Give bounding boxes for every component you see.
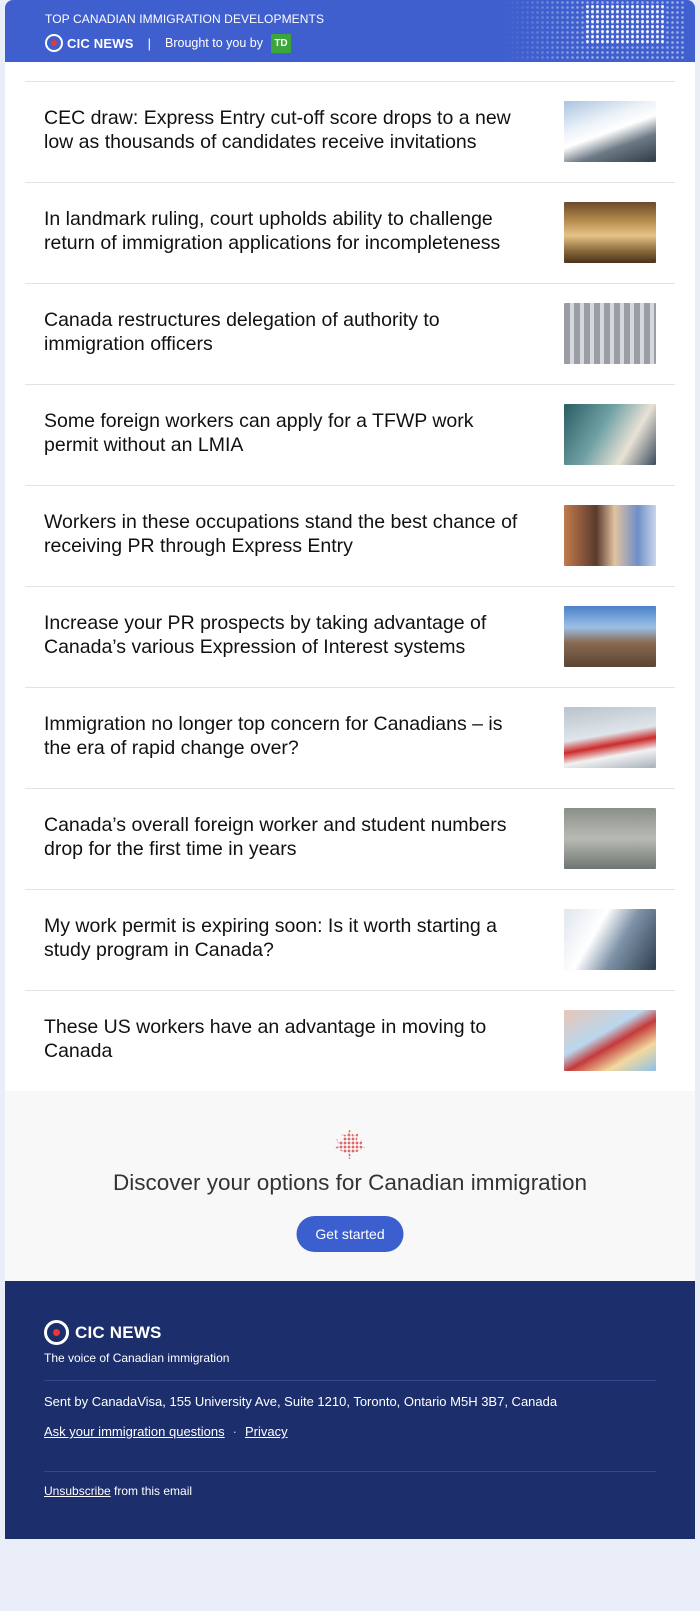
article-title[interactable]: In landmark ruling, court upholds ability to challenge return of immigration applications for incompleteness bbox=[44, 208, 501, 254]
article-thumbnail[interactable] bbox=[564, 505, 656, 566]
world-map-dots-decoration-dense bbox=[585, 4, 665, 44]
privacy-link[interactable]: Privacy bbox=[244, 1424, 288, 1439]
footer-links bbox=[44, 1424, 288, 1439]
article-item[interactable] bbox=[25, 283, 675, 384]
cic-logo-text[interactable]: CIC NEWS bbox=[67, 35, 134, 51]
article-item[interactable] bbox=[25, 384, 675, 485]
article-thumbnail[interactable] bbox=[564, 101, 656, 162]
article-list bbox=[5, 62, 695, 1091]
header-kicker: TOP CANADIAN IMMIGRATION DEVELOPMENTS bbox=[45, 12, 325, 26]
article-title[interactable]: CEC draw: Express Entry cut-off score drops to a new low as thousands of candidates receive invitations bbox=[44, 107, 511, 153]
article-item[interactable] bbox=[25, 81, 675, 182]
article-item[interactable] bbox=[25, 889, 675, 990]
article-thumbnail[interactable] bbox=[564, 606, 656, 667]
article-title[interactable]: My work permit is expiring soon: Is it worth starting a study program in Canada? bbox=[44, 915, 497, 961]
article-title[interactable]: Workers in these occupations stand the best chance of receiving PR through Express Entry bbox=[44, 511, 518, 557]
cta-heading: Discover your options for Canadian immigration bbox=[113, 1170, 587, 1195]
td-sponsor-logo[interactable]: TD bbox=[271, 34, 291, 53]
unsubscribe-suffix: from this email bbox=[110, 1484, 193, 1498]
article-title[interactable]: Immigration no longer top concern for Canadians – is the era of rapid change over? bbox=[44, 713, 503, 759]
article-item[interactable] bbox=[25, 586, 675, 687]
article-thumbnail[interactable] bbox=[564, 808, 656, 869]
header-separator: | bbox=[147, 35, 151, 51]
footer-logo[interactable] bbox=[44, 1320, 162, 1345]
article-title[interactable]: Increase your PR prospects by taking advantage of Canada’s various Expression of Interest systems bbox=[44, 612, 487, 658]
article-item[interactable] bbox=[25, 182, 675, 283]
newsletter-header bbox=[5, 0, 695, 62]
maple-leaf-icon bbox=[335, 1129, 365, 1159]
unsubscribe-link[interactable]: Unsubscribe bbox=[44, 1484, 111, 1498]
article-item[interactable] bbox=[25, 485, 675, 586]
article-thumbnail[interactable] bbox=[564, 707, 656, 768]
brought-by-label: Brought to you by bbox=[165, 36, 263, 50]
article-thumbnail[interactable] bbox=[564, 1010, 656, 1071]
newsletter bbox=[5, 0, 695, 1539]
article-item[interactable] bbox=[25, 990, 675, 1091]
footer-logo-text: CIC NEWS bbox=[75, 1322, 162, 1342]
article-title[interactable]: Some foreign workers can apply for a TFWP work permit without an LMIA bbox=[44, 410, 474, 456]
article-thumbnail[interactable] bbox=[564, 303, 656, 364]
link-separator: · bbox=[232, 1424, 237, 1439]
article-thumbnail[interactable] bbox=[564, 404, 656, 465]
article-thumbnail[interactable] bbox=[564, 202, 656, 263]
article-item[interactable] bbox=[25, 687, 675, 788]
article-title[interactable]: These US workers have an advantage in moving to Canada bbox=[44, 1016, 487, 1062]
newsletter-footer bbox=[5, 1281, 695, 1539]
unsubscribe-line bbox=[44, 1484, 192, 1498]
article-thumbnail[interactable] bbox=[564, 909, 656, 970]
header-brand-row bbox=[45, 33, 291, 53]
sender-address: Sent by CanadaVisa, 155 University Ave, Suite 1210, Toronto, Ontario M5H 3B7, Canada bbox=[44, 1394, 558, 1409]
article-item[interactable] bbox=[25, 788, 675, 889]
cic-logo-icon bbox=[44, 1320, 69, 1345]
footer-tagline: The voice of Canadian immigration bbox=[44, 1351, 230, 1365]
get-started-button[interactable]: Get started bbox=[297, 1216, 404, 1252]
article-title[interactable]: Canada restructures delegation of authority to immigration officers bbox=[44, 309, 440, 355]
article-title[interactable]: Canada’s overall foreign worker and student numbers drop for the first time in years bbox=[44, 814, 507, 860]
footer-divider bbox=[44, 1380, 656, 1381]
cta-section bbox=[5, 1091, 695, 1281]
ask-questions-link[interactable]: Ask your immigration questions bbox=[44, 1424, 225, 1439]
footer-divider bbox=[44, 1471, 656, 1472]
cic-logo-icon bbox=[45, 34, 63, 52]
